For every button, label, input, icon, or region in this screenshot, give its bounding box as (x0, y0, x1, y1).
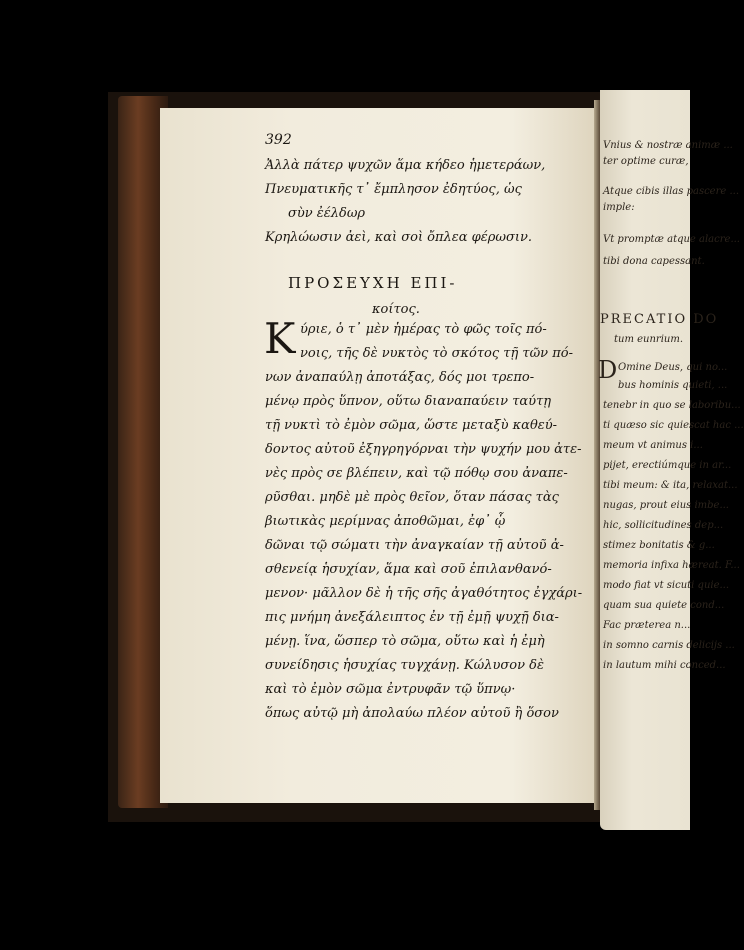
left-page (160, 108, 600, 803)
right-body-line: ti quæso sic quiescat hac ... (603, 420, 744, 431)
right-body-line: tibi meum: & ita, relaxat... (603, 480, 738, 491)
body-line: ὅπως αὐτῷ μὴ ἀπολαύω πλέον αὐτοῦ ἢ ὅσον (265, 706, 559, 721)
body-line: μένῃ. ἵνα, ὥσπερ τὸ σῶμα, οὕτω καὶ ἡ ἐμὴ (265, 634, 545, 649)
body-line: νων ἀναπαύλῃ ἀποτάξας, δός μοι τρεπο- (265, 370, 535, 385)
right-page (598, 90, 744, 830)
verse-line: Κρηλώωσιν ἀεὶ, καὶ σοὶ ὄπλεα φέρωσιν. (265, 230, 532, 245)
right-body-line: modo fiat vt sicuti quie... (603, 580, 730, 591)
body-line: ύριε, ὁ τ᾽ μὲν ἡμέρας τὸ φῶς τοῖς πό- (300, 322, 547, 337)
body-line: μενον· μᾶλλον δὲ ἡ τῆς σῆς ἀγαθότητος ἐγχάρι- (265, 586, 583, 601)
right-body-line: pijet, erectiúmque in ar... (603, 460, 732, 471)
right-body-line: meum vt animus i... (603, 440, 703, 451)
body-line: συνείδησις ἡσυχίας τυγχάνῃ. Κώλυσον δὲ (265, 658, 544, 673)
right-body-line: stimez bonitatis & g... (603, 540, 715, 551)
body-line: δοντος αὐτοῦ ἐξηγρηγόρναι τὴν ψυχήν μου ἀτε- (265, 442, 582, 457)
right-body-line: tenebr in quo se laboribu... (603, 400, 741, 411)
right-verse-line: Vnius & nostræ animæ ... (603, 140, 733, 151)
right-verse-line: imple: (603, 202, 635, 213)
right-body-line: quam sua quiete cond... (603, 600, 725, 611)
right-drop-cap: D (598, 356, 618, 384)
verse-line: Ἀλλὰ πάτερ ψυχῶν ἅμα κήδεο ἡμετεράων, (265, 158, 546, 173)
body-line: δῶναι τῷ σώματι τὴν ἀναγκαίαν τῇ αὐτοῦ ἀ- (265, 538, 564, 553)
body-line: βιωτικὰς μερίμνας ἀποθῶμαι, ἐφ᾽ ᾧ (265, 514, 506, 529)
right-prayer-heading: PRECATIO DO (600, 312, 719, 327)
page-number: 392 (265, 132, 292, 148)
right-prayer-subheading: tum eunrium. (614, 334, 683, 345)
body-line: νὲς πρὸς σε βλέπειν, καὶ τῷ πόθῳ σου ἀναπε- (265, 466, 568, 481)
right-body-line: memoria infixa hæreat. F... (603, 560, 740, 571)
right-body-line: hic, sollicitudines dep... (603, 520, 724, 531)
verse-line: Πνευματικῆς τ᾽ ἔμπλησον ἐδητύος, ὡς (265, 182, 522, 197)
right-verse-line: Atque cibis illas pascere ... (603, 186, 740, 197)
right-verse-line: ter optime curæ, (603, 156, 689, 167)
right-body-line: in lautum mihi conced... (603, 660, 726, 671)
right-verse-line: Vt promptæ atque alacre... (603, 234, 740, 245)
right-verse-line: tibi dona capessant. (603, 256, 705, 267)
right-body-line: nugas, prout eius imbe... (603, 500, 729, 511)
right-body-line: Omine Deus, qui no... (618, 362, 728, 373)
body-line: μένῳ πρὸς ὕπνον, οὕτω διαναπαύειν ταύτῃ (265, 394, 552, 409)
body-line: σθενείᾳ ἡσυχίαν, ἅμα καὶ σοῦ ἐπιλανθανό- (265, 562, 552, 577)
drop-cap: K (264, 314, 296, 363)
body-line: ρῦσθαι. μηδὲ μὲ πρὸς θεῖον, ὅταν πάσας τὰς (265, 490, 559, 505)
body-line: νοις, τῆς δὲ νυκτὸς τὸ σκότος τῇ τῶν πό- (300, 346, 573, 361)
prayer-heading-continued: κοίτος. (372, 302, 420, 317)
body-line: πις μνήμη ἀνεξάλειπτος ἐν τῇ ἐμῇ ψυχῇ δια- (265, 610, 559, 625)
right-body-line: bus hominis quieti, ... (618, 380, 728, 391)
body-line: καὶ τὸ ἐμὸν σῶμα ἐντρυφᾶν τῷ ὕπνῳ· (265, 682, 516, 697)
verse-line: σὺν ἐέλδωρ (288, 206, 366, 221)
prayer-heading: ΠΡΟΣΕΥΧΗ ΕΠΙ- (288, 274, 458, 292)
right-body-line: Fac præterea n... (603, 620, 691, 631)
body-line: τῇ νυκτὶ τὸ ἐμὸν σῶμα, ὥστε μεταξὺ καθεύ- (265, 418, 558, 433)
right-body-line: in somno carnis delicijs ... (603, 640, 735, 651)
